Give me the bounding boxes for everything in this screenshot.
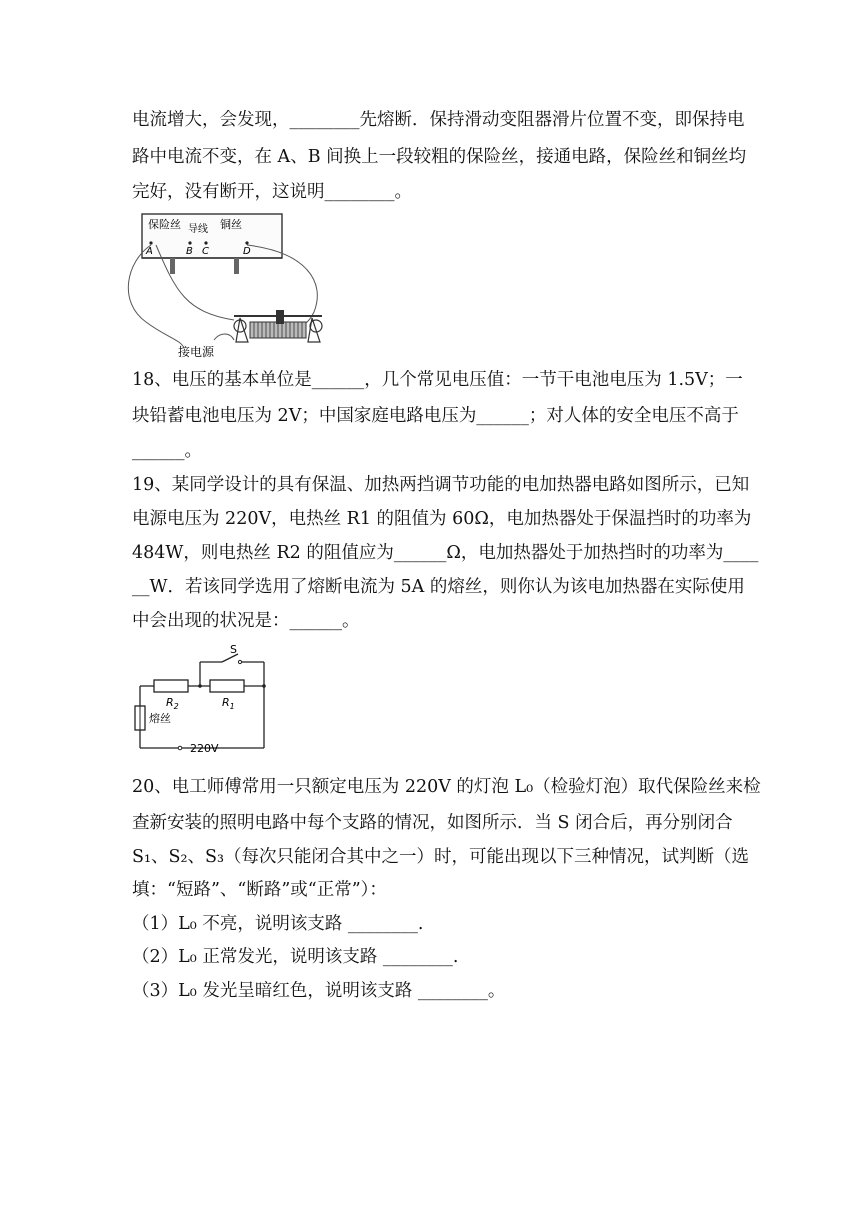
q17-line-3: 完好，没有断开，这说明________。 xyxy=(132,182,412,202)
q20-line-1: 20、电工师傅常用一只额定电压为 220V 的灯泡 L₀（检验灯泡）取代保险丝来检 xyxy=(132,777,761,797)
resistor-r2 xyxy=(154,680,188,692)
q18-line-3: ______。 xyxy=(132,441,202,461)
q17-line-1: 电流增大，会发现，________先熔断．保持滑动变阻器滑片位置不变，即保持电 xyxy=(132,110,745,130)
terminal-d: D xyxy=(243,246,251,257)
q20-item-2: （2）L₀ 正常发光，说明该支路 ________. xyxy=(132,947,459,967)
resistor-r1 xyxy=(210,680,244,692)
q19-line-5: 中会出现的状况是：______。 xyxy=(132,611,360,631)
q19-line-2: 电源电压为 220V，电热丝 R1 的阻值为 60Ω，电加热器处于保温挡时的功率为 xyxy=(132,509,752,529)
label-power: 接电源 xyxy=(178,345,215,359)
label-source: 220V xyxy=(190,742,219,755)
q18-line-1: 18、电压的基本单位是______，几个常见电压值：一节干电池电压为 1.5V；一 xyxy=(132,370,743,390)
q18-line-2: 块铅蓄电池电压为 2V；中国家庭电路电压为______；对人体的安全电压不高于 xyxy=(132,406,739,426)
terminal-a: A xyxy=(146,246,153,257)
heater-circuit-diagram xyxy=(130,640,270,756)
q20-line-2: 查新安装的照明电路中每个支路的情况，如图所示．当 S 闭合后，再分别闭合 xyxy=(132,813,733,833)
label-r1: $R_1$ xyxy=(222,696,235,711)
board-leg-left xyxy=(170,258,175,274)
q20-item-3: （3）L₀ 发光呈暗红色，说明该支路 ________。 xyxy=(132,981,506,1001)
fuse-experiment-figure xyxy=(126,212,366,362)
q20-item-1: （1）L₀ 不亮，说明该支路 ________. xyxy=(132,914,424,934)
label-fuse: 保险丝 xyxy=(148,218,181,231)
q19-line-3: 484W，则电热丝 R2 的阻值应为______Ω，电加热器处于加热挡时的功率为____ xyxy=(132,543,759,563)
board-leg-right xyxy=(234,258,239,274)
label-fuse-wire: 熔丝 xyxy=(149,712,171,725)
terminal-c: C xyxy=(202,246,209,257)
q19-line-4: __W．若该同学选用了熔断电流为 5A 的熔丝，则你认为该电加热器在实际使用 xyxy=(132,577,745,597)
terminal-b: B xyxy=(186,246,193,257)
label-wire: 导线 xyxy=(188,224,208,235)
q17-line-2: 路中电流不变，在 A、B 间换上一段较粗的保险丝，接通电路，保险丝和铜丝均 xyxy=(132,147,747,167)
label-r2: $R_2$ xyxy=(166,696,179,711)
label-switch: S xyxy=(230,643,237,656)
q20-line-3: S₁、S₂、S₃（每次只能闭合其中之一）时，可能出现以下三种情况，试判断（选 xyxy=(132,847,750,867)
q19-line-1: 19、某同学设计的具有保温、加热两挡调节功能的电加热器电路如图所示，已知 xyxy=(132,475,750,495)
rheostat-slider xyxy=(276,310,284,324)
q20-line-4: 填：“短路”、“断路”或“正常”）： xyxy=(132,880,387,900)
label-copper: 铜丝 xyxy=(220,218,242,231)
